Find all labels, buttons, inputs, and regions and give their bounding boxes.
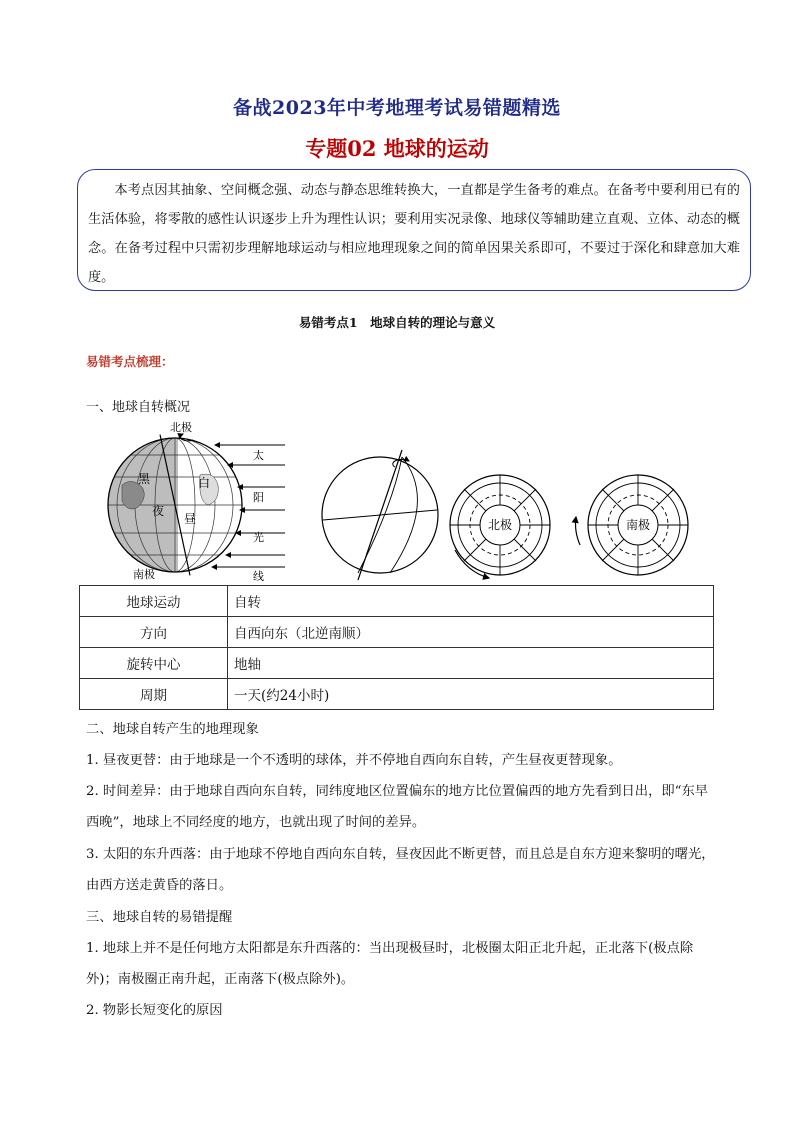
heading-reminders: 三、地球自转的易错提醒: [86, 910, 233, 925]
table-value: 自转: [228, 586, 714, 617]
globe-south-pole-label: 南极: [133, 568, 155, 581]
heading-phenomena: 二、地球自转产生的地理现象: [86, 722, 259, 737]
table-row: [80, 617, 714, 648]
paragraph-sunrise-sunset: 3. 太阳的东升西落：由于地球不停地自西向东自转，昼夜因此不断更替，而且总是自东方迎来黎明的曙光，由西方送走黄昏的落日。: [86, 847, 715, 893]
sun-char-3: 光: [253, 531, 264, 544]
paragraph-day-night: 1. 昼夜更替：由于地球是一个不透明的球体，并不停地自西向东自转，产生昼夜更替现象。: [86, 753, 622, 768]
section-title: 易错考点1 地球自转的理论与意义: [298, 315, 496, 330]
table-key: 方向: [80, 617, 228, 648]
globe-day-night: [100, 415, 258, 585]
table-row: [80, 586, 714, 617]
south-pole-center-label: 南极: [626, 518, 651, 532]
day-label-1: 白: [198, 476, 211, 490]
table-key: 周期: [80, 679, 228, 710]
table-key: 旋转中心: [80, 648, 228, 679]
document-subtitle: 专题02 地球的运动: [305, 136, 489, 161]
heading-rotation-overview: 一、地球自转概况: [86, 400, 191, 415]
table-value: 地轴: [228, 648, 714, 679]
globe-axis-diagram: [322, 450, 438, 580]
night-label-2: 夜: [152, 504, 165, 518]
note-heading: 易错考点梳理：: [86, 354, 174, 369]
rotation-table: [79, 585, 714, 710]
table-value: 一天(约24小时): [228, 679, 714, 710]
sun-char-4: 线: [253, 570, 264, 583]
sun-char-1: 太: [253, 449, 264, 462]
intro-box: 本考点因其抽象、空间概念强、动态与静态思维转换大，一直都是学生备考的难点。在备考中要利用已有的生活体验，将零散的感性认识逐步上升为理性认识；要利用实况录像、地球仪等辅助建立直观、立体、动态的概念。在备考过程中只需初步理解地球运动与相应地理现象之间的简单因果关系即可，不要过于深化和肆意加大难度。: [77, 169, 751, 291]
day-label-2: 昼: [184, 512, 197, 526]
table-row: [80, 648, 714, 679]
table-row: [80, 679, 714, 710]
night-label-1: 黑: [138, 472, 151, 486]
globe-north-pole-label: 北极: [170, 421, 192, 434]
north-pole-center-label: 北极: [488, 518, 513, 532]
paragraph-shadow-length: 2. 物影长短变化的原因: [86, 1003, 223, 1018]
paragraph-time-difference: 2. 时间差异：由于地球自西向东自转，同纬度地区位置偏东的地方比位置偏西的地方先看到日出，即“东早西晚”，地球上不同经度的地方，也就出现了时间的差异。: [86, 784, 709, 830]
table-key: 地球运动: [80, 586, 228, 617]
earth-rotation-figure: [100, 415, 700, 585]
sun-char-2: 阳: [253, 491, 264, 504]
paragraph-polar-day: 1. 地球上并不是任何地方太阳都是东升西落的：当出现极昼时，北极圈太阳正北升起，正北落下(极点除外)；南极圈正南升起，正南落下(极点除外)。: [86, 941, 694, 987]
document-title: 备战2023年中考地理考试易错题精选: [233, 97, 561, 119]
table-value: 自西向东（北逆南顺）: [228, 617, 714, 648]
